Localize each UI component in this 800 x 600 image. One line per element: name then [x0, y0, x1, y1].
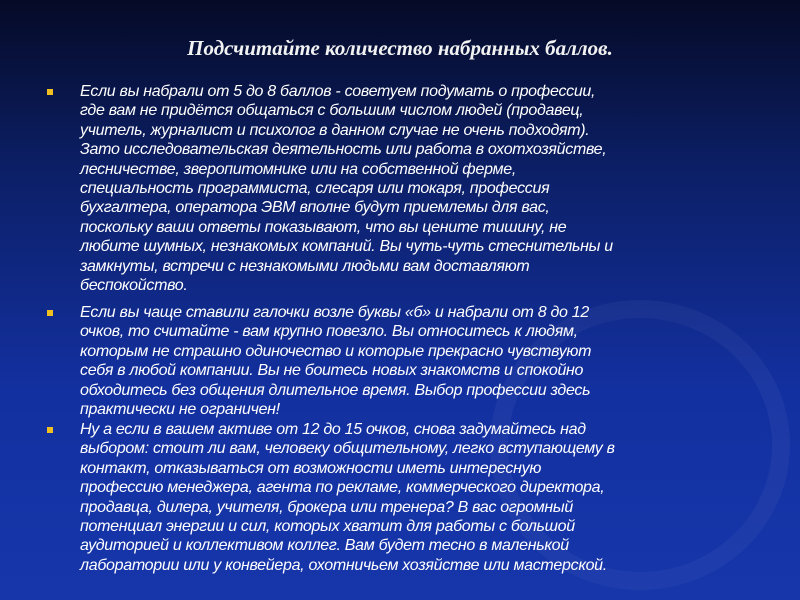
- paragraph-line: где вам не придётся общаться с большим числом людей (продавец,: [80, 102, 584, 120]
- paragraph-line: аудиторией и коллективом коллег. Вам будет тесно в маленькой: [80, 537, 569, 555]
- paragraph-line: лесничестве, зверопитомнике или на собственной ферме,: [80, 160, 516, 178]
- bullet-icon: [47, 310, 53, 316]
- paragraph-line: которым не страшно одиночество и которые прекрасно чувствуют: [80, 342, 592, 360]
- paragraph-line: практически не ограничен!: [80, 401, 280, 419]
- paragraph-line: профессию менеджера, агента по рекламе, коммерческого директора,: [80, 479, 605, 497]
- paragraph-line: лаборатории или у конвейера, охотничьем хозяйстве или мастерской.: [80, 556, 607, 574]
- paragraph-line: беспокойство.: [80, 277, 188, 295]
- paragraph-line: любите шумных, незнакомых компаний. Вы чуть-чуть стеснительны и: [80, 238, 613, 256]
- paragraph-line: Если вы чаще ставили галочки возле буквы «б» и набрали от 8 до 12: [80, 304, 589, 321]
- paragraph-line: замкнуты, встречи с незнакомыми людьми вам доставляют: [80, 257, 530, 275]
- paragraph-line: продавца, дилера, учителя, брокера или тренера? В вас огромный: [80, 498, 573, 516]
- paragraph-line: Ну а если в вашем активе от 12 до 15 очков, снова задумайтесь над: [80, 421, 586, 438]
- paragraph-line: обходитесь без общения длительное время. Выбор профессии здесь: [80, 381, 591, 399]
- bullet-icon: [47, 89, 53, 95]
- paragraph-line: потенциал энергии и сил, которых хватит для работы с большой: [80, 518, 575, 536]
- paragraph-line: Зато исследовательская деятельность или работа в охотхозяйстве,: [80, 141, 607, 159]
- paragraph-line: поскольку ваши ответы показывают, что вы цените тишину, не: [80, 218, 567, 236]
- bullet-paragraph-1: [80, 82, 790, 295]
- bullet-paragraph-2: [80, 303, 790, 419]
- paragraph-line: себя в любой компании. Вы не боитесь новых знакомств и спокойно: [80, 362, 584, 380]
- bullet-icon: [47, 427, 53, 433]
- paragraph-line: учитель, журналист и психолог в данном случае не очень подходят).: [80, 121, 590, 139]
- paragraph-line: бухгалтера, оператора ЭВМ вполне будут приемлемы для вас,: [80, 199, 550, 217]
- paragraph-line: выбором: стоит ли вам, человеку общительному, легко вступающему в: [80, 440, 615, 458]
- paragraph-line: Если вы набрали от 5 до 8 баллов - советуем подумать о профессии,: [80, 83, 596, 100]
- paragraph-line: контакт, отказываться от возможности иметь интересную: [80, 459, 542, 477]
- slide-title: Подсчитайте количество набранных баллов.: [187, 36, 613, 60]
- paragraph-line: специальность программиста, слесаря или токаря, профессия: [80, 180, 550, 198]
- paragraph-line: очков, то считайте - вам крупно повезло. Вы относитесь к людям,: [80, 323, 578, 341]
- bullet-paragraph-3: [80, 420, 790, 575]
